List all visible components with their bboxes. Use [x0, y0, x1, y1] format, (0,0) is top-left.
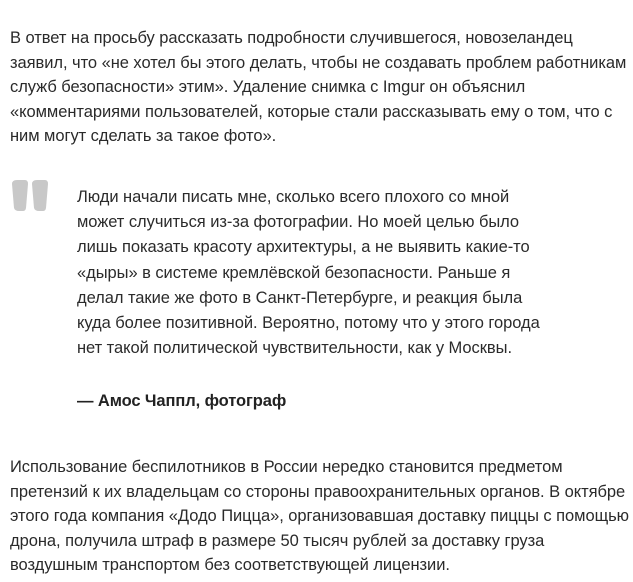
article-paragraph: В ответ на просьбу рассказать подробности случившегося, новозеландец заявил, что «не хотел бы этого делать, чтобы не создавать проблем работникам служб безопасности» этим». Удаление снимка с Imgur он объяснил «комментариями пользователей, которые стали рассказывать ему о том, что с ним могут сделать за такое фото». — [10, 29, 627, 145]
article-paragraph: Использование беспилотников в России нередко становится предметом претензий к их владельцам со стороны правоохранительных органов. В октябре этого года компания «Додо Пицца», организовавшая доставку пиццы с помощью дрона, получила штраф в размере 50 тысяч рублей за доставку груза воздушным транспортом без соответствующей лицензии. — [10, 458, 629, 574]
quote-author: — Амос Чаппл, фотограф — [77, 392, 287, 410]
quote-mark-icon — [10, 180, 50, 222]
quote-text: Люди начали писать мне, сколько всего плохого со мной может случиться из-за фотографии. Но моей целью было лишь показать красоту архитектуры, а не выявить какие-то «дыры» в системе кремлёвской безопасности. Раньше я делал такие же фото в Санкт-Петербурге, и реакция была куда более позитивной. Вероятно, потому что у этого города нет такой политической чувствительности, как у Москвы. — [77, 188, 540, 358]
